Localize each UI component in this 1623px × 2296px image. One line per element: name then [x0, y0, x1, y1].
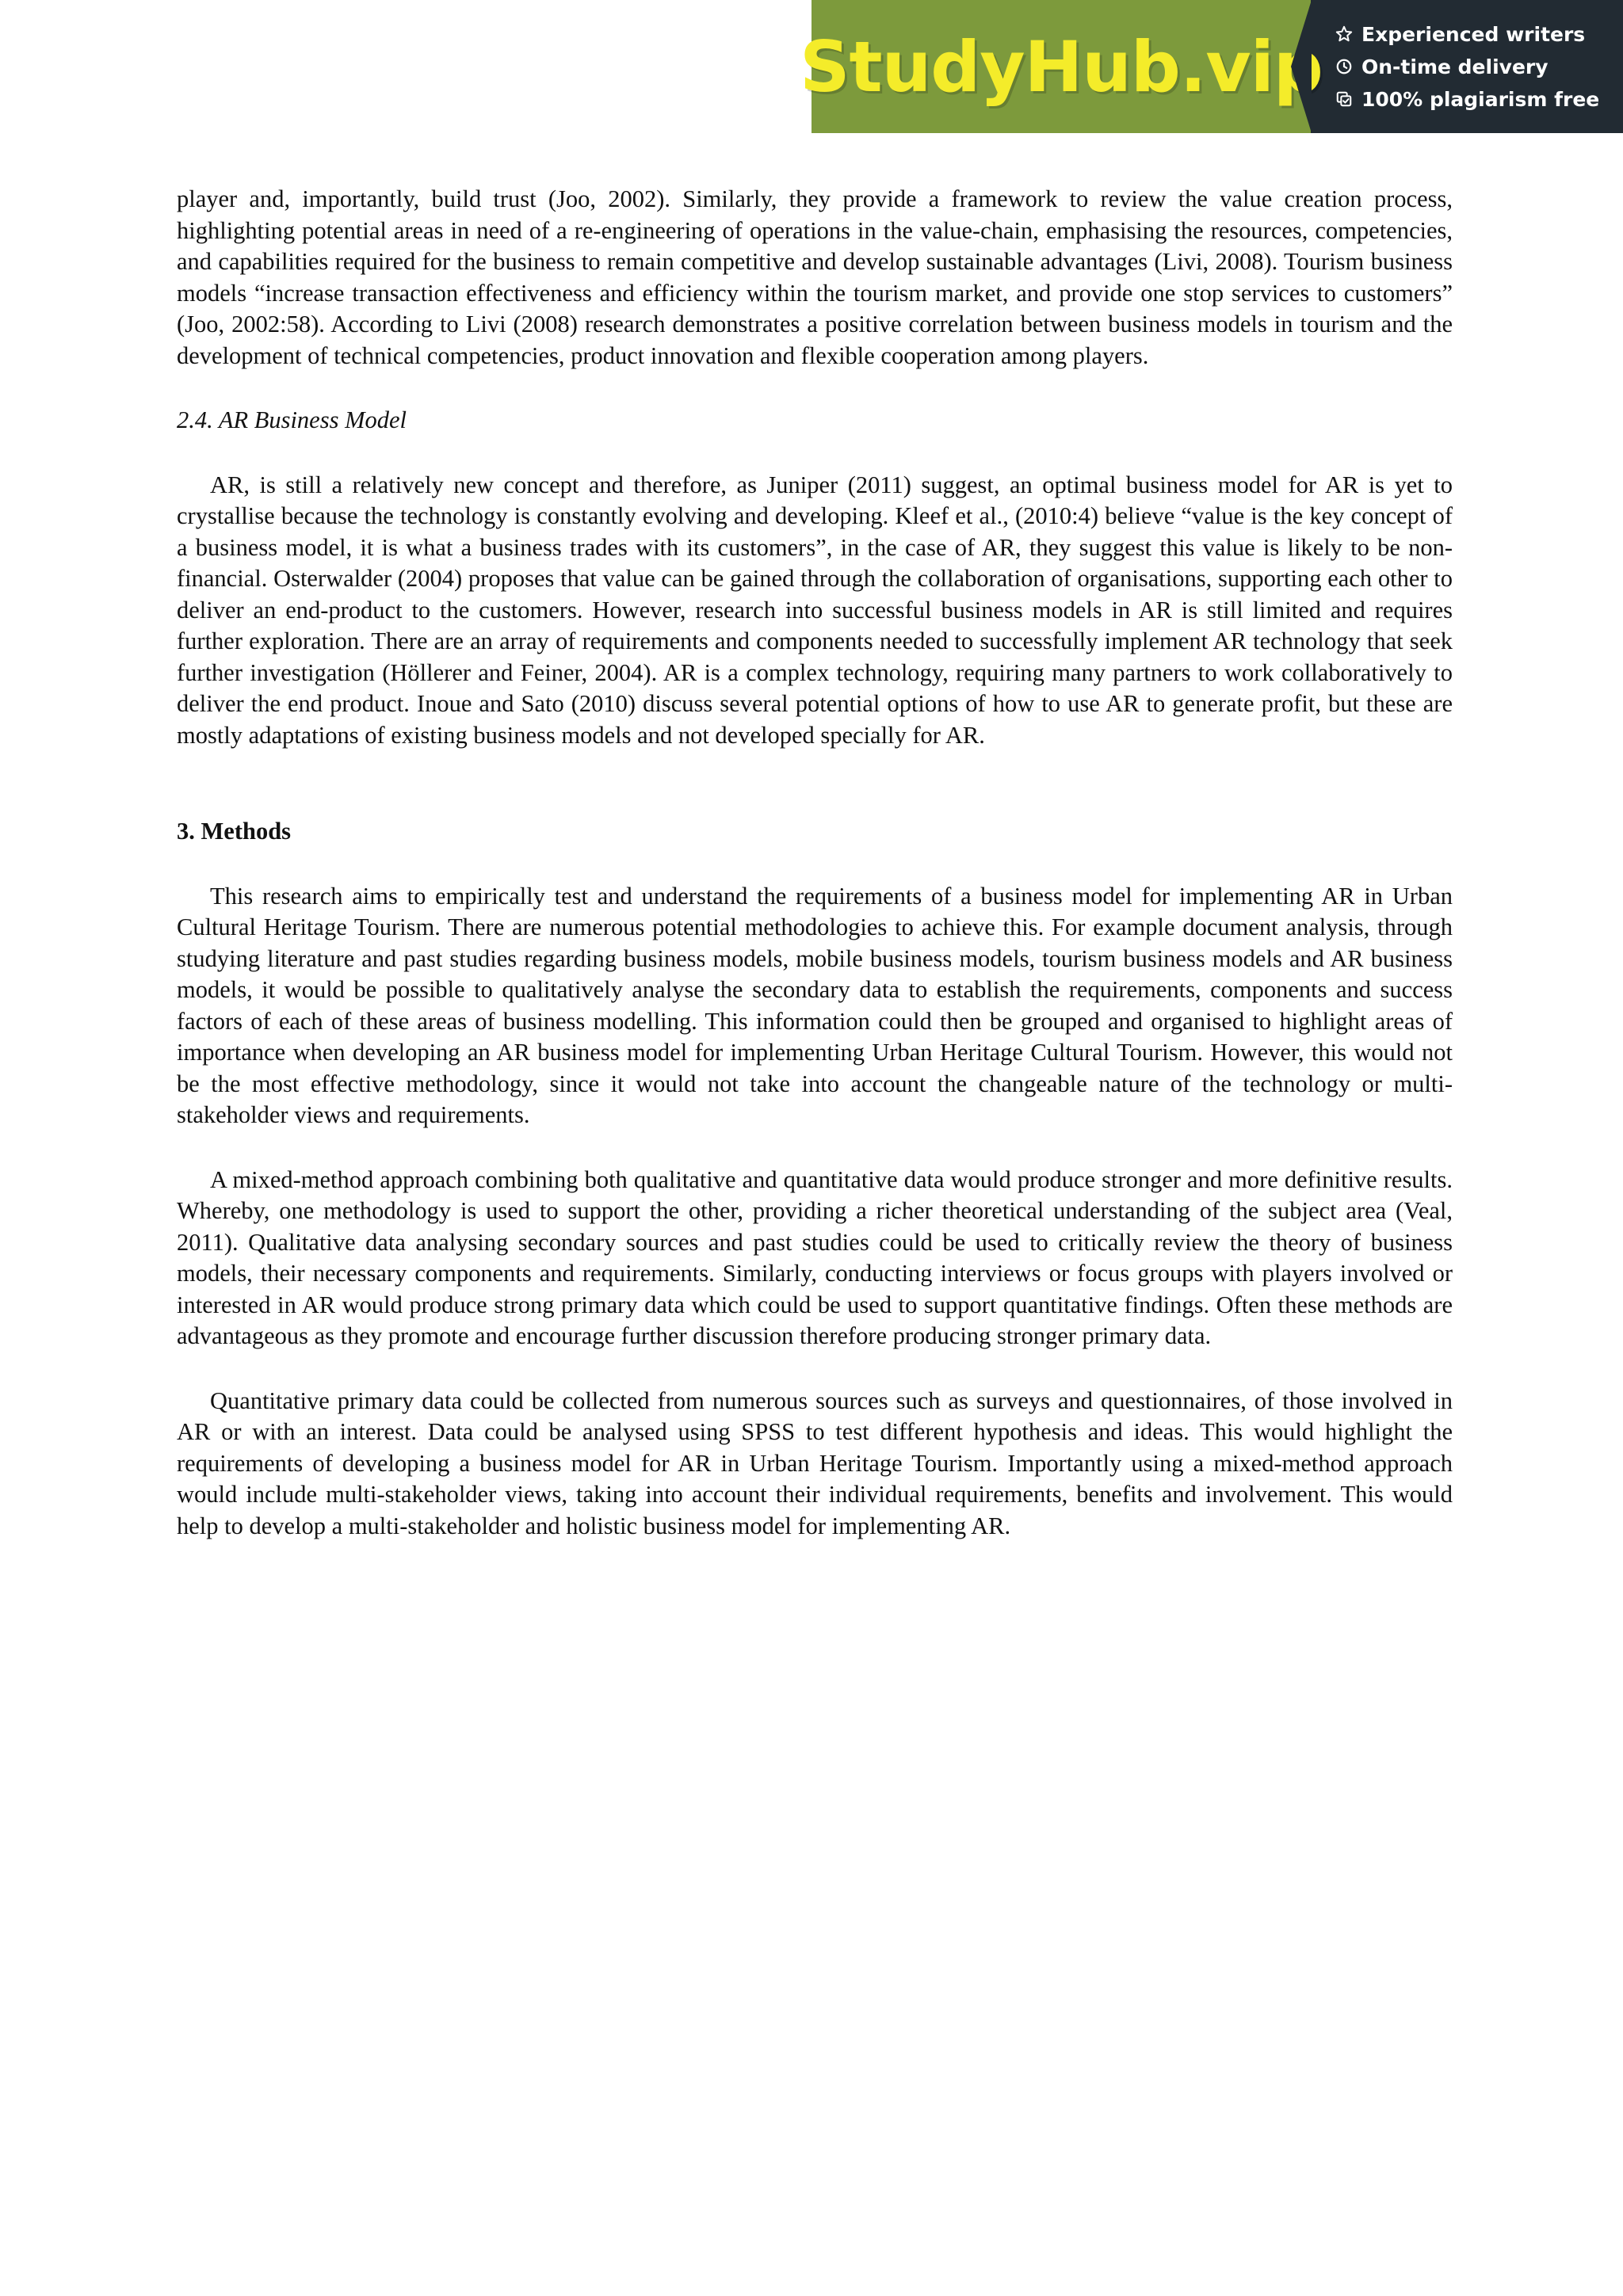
document-body [177, 184, 1453, 1542]
clock-icon [1335, 57, 1354, 76]
spacer [177, 1352, 1453, 1386]
paragraph-ar-business-model: AR, is still a relatively new concept and therefore, as Juniper (2011) suggest, an optimal business model for AR is yet to crystallise because the technology is constantly evolving and developing. Kleef et al., (2010:4) believe “value is the key concept of a business model, it is what a business trades with its customers”, in the case of AR, they suggest this value is likely to be non-financial. Osterwalder (2004) proposes that value can be gained through the collaboration of organisations, supporting each other to deliver an end-product to the customers. However, research into successful business models in AR is still limited and requires further exploration. There are an array of requirements and components needed to successfully implement AR technology that seek further investigation (Höllerer and Feiner, 2004). AR is a complex technology, requiring many partners to work collaboratively to deliver the end product. Inoue and Sato (2010) discuss several potential options of how to use AR to generate profit, but these are mostly adaptations of existing business models and not developed specially for AR. [177, 471, 1453, 749]
copy-check-icon [1335, 90, 1354, 109]
feature-label: Experienced writers [1361, 22, 1586, 46]
feature-label: 100% plagiarism free [1361, 87, 1600, 111]
brand-logo [800, 0, 1323, 133]
spacer [177, 848, 1453, 881]
feature-item [1335, 55, 1623, 78]
banner-divider [1291, 0, 1312, 133]
paragraph-quantitative-data: Quantitative primary data could be collected from numerous sources such as surveys and questionnaires, of those involved in AR or with an interest. Data could be analysed using SPSS to test different hypothesis and ideas. This would highlight the requirements of developing a business model for AR in Urban Heritage Tourism. Importantly using a mixed-method approach would include multi-stakeholder views, taking into account their individual requirements, benefits and involvement. This would help to develop a multi-stakeholder and holistic business model for implementing AR. [177, 1386, 1453, 1539]
section-heading-ar-business-model: 2.4. AR Business Model [177, 406, 407, 433]
section-heading-methods: 3. Methods [177, 818, 292, 845]
feature-label: On-time delivery [1361, 55, 1549, 78]
paragraph-mixed-method: A mixed-method approach combining both qualitative and quantitative data would produce stronger and more definitive results. Whereby, one methodology is used to support the other, providing a richer theoretical understanding of the subject area (Veal, 2011). Qualitative data analysing secondary sources and past studies could be used to critically review the theory of business models, their necessary components and requirements. Similarly, conducting interviews or focus groups with players involved or interested in AR would produce strong primary data which could be used to support quantitative findings. Often these methods are advantageous as they promote and encourage further discussion therefore producing stronger primary data. [177, 1165, 1453, 1349]
spacer [177, 437, 1453, 470]
feature-list [1311, 0, 1623, 133]
star-outline-icon [1335, 25, 1354, 44]
paragraph-methods-intro: This research aims to empirically test and understand the requirements of a business model for implementing AR in Urban Cultural Heritage Tourism. There are numerous potential methodologies to achieve this. For example document analysis, through studying literature and past studies regarding business models, mobile business models, tourism business models and AR business models, it would be possible to qualitatively analyse the secondary data to establish the requirements, components and success factors of each of these areas of business modelling. This information could then be grouped and organised to highlight areas of importance when developing an AR business model for implementing Urban Heritage Cultural Tourism. However, this would not be the most effective methodology, since it would not take into account the changeable nature of the technology or multi-stakeholder views and requirements. [177, 882, 1453, 1128]
paragraph-business-models-tourism: player and, importantly, build trust (Joo, 2002). Similarly, they provide a framework to review the value creation process, highlighting potential areas in need of a re-engineering of operations in the value-chain, emphasising the resources, competencies, and capabilities required for the business to remain competitive and develop sustainable advantages (Livi, 2008). Tourism business models “increase transaction effectiveness and efficiency within the tourism market, and provide one stop services to customers” (Joo, 2002:58). According to Livi (2008) research demonstrates a positive correlation between business models in tourism and the development of technical competencies, product innovation and flexible cooperation among players. [177, 185, 1453, 369]
studyhub-banner[interactable] [800, 0, 1623, 133]
spacer [177, 372, 1453, 405]
feature-item [1335, 23, 1623, 46]
brand-name: StudyHub.vip [800, 25, 1323, 108]
spacer [177, 751, 1453, 816]
spacer [177, 1131, 1453, 1165]
feature-item [1335, 88, 1623, 111]
